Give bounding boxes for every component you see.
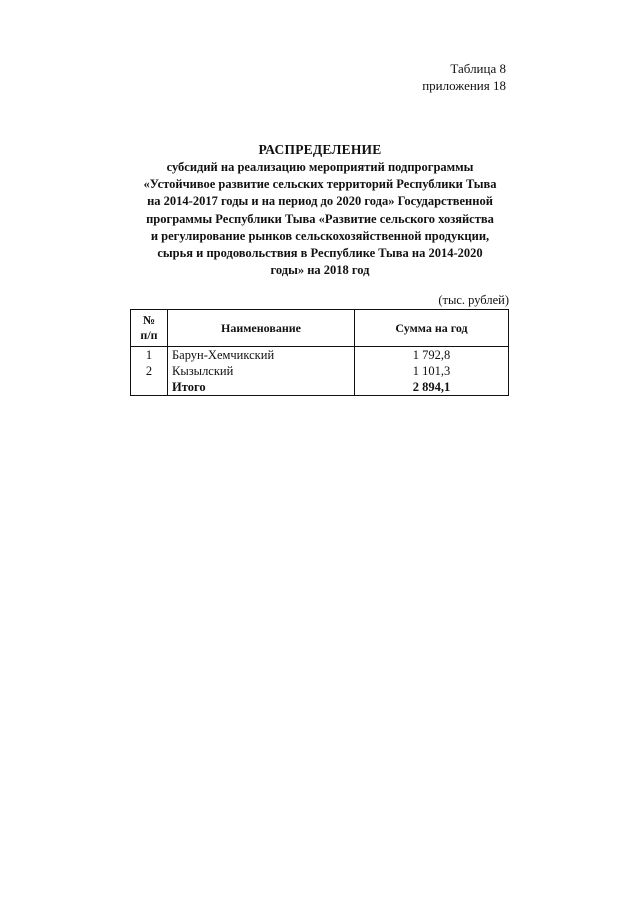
header-number [131, 310, 168, 347]
row-name: Барун-Хемчикский [168, 347, 355, 364]
distribution-table [130, 309, 509, 396]
row-sum: 1 101,3 [355, 363, 509, 379]
unit-note: (тыс. рублей) [438, 293, 509, 307]
table-row [131, 363, 509, 379]
heading-line: программы Республики Тыва «Развитие сельского хозяйства [146, 211, 494, 226]
document-heading [118, 141, 522, 279]
document-title: РАСПРЕДЕЛЕНИЕ [258, 142, 382, 157]
row-number: 2 [131, 363, 168, 379]
table-total-row [131, 379, 509, 396]
total-label: Итого [168, 379, 355, 396]
total-number [131, 379, 168, 396]
heading-line: сырья и продовольствия в Республике Тыва на 2014-2020 [157, 246, 483, 261]
header-sum: Сумма на год [355, 310, 509, 347]
appendix-label: приложения 18 [422, 78, 506, 93]
heading-line: «Устойчивое развитие сельских территорий Республики Тыва [143, 177, 497, 192]
table-number-label: Таблица 8 [450, 61, 506, 76]
page-reference [422, 60, 506, 94]
table-header-row [131, 310, 509, 347]
table-row [131, 347, 509, 364]
header-number-abbr: п/п [140, 328, 158, 342]
row-number: 1 [131, 347, 168, 364]
heading-line: и регулирование рынков сельскохозяйственной продукции, [150, 228, 490, 243]
header-number-symbol: № [142, 313, 156, 327]
row-name: Кызылский [168, 363, 355, 379]
header-name: Наименование [168, 310, 355, 347]
heading-line: годы» на 2018 год [270, 263, 370, 278]
heading-line: на 2014-2017 годы и на период до 2020 года» Государственной [147, 194, 493, 209]
row-sum: 1 792,8 [355, 347, 509, 364]
total-sum: 2 894,1 [355, 379, 509, 396]
heading-line: субсидий на реализацию мероприятий подпрограммы [166, 160, 474, 174]
